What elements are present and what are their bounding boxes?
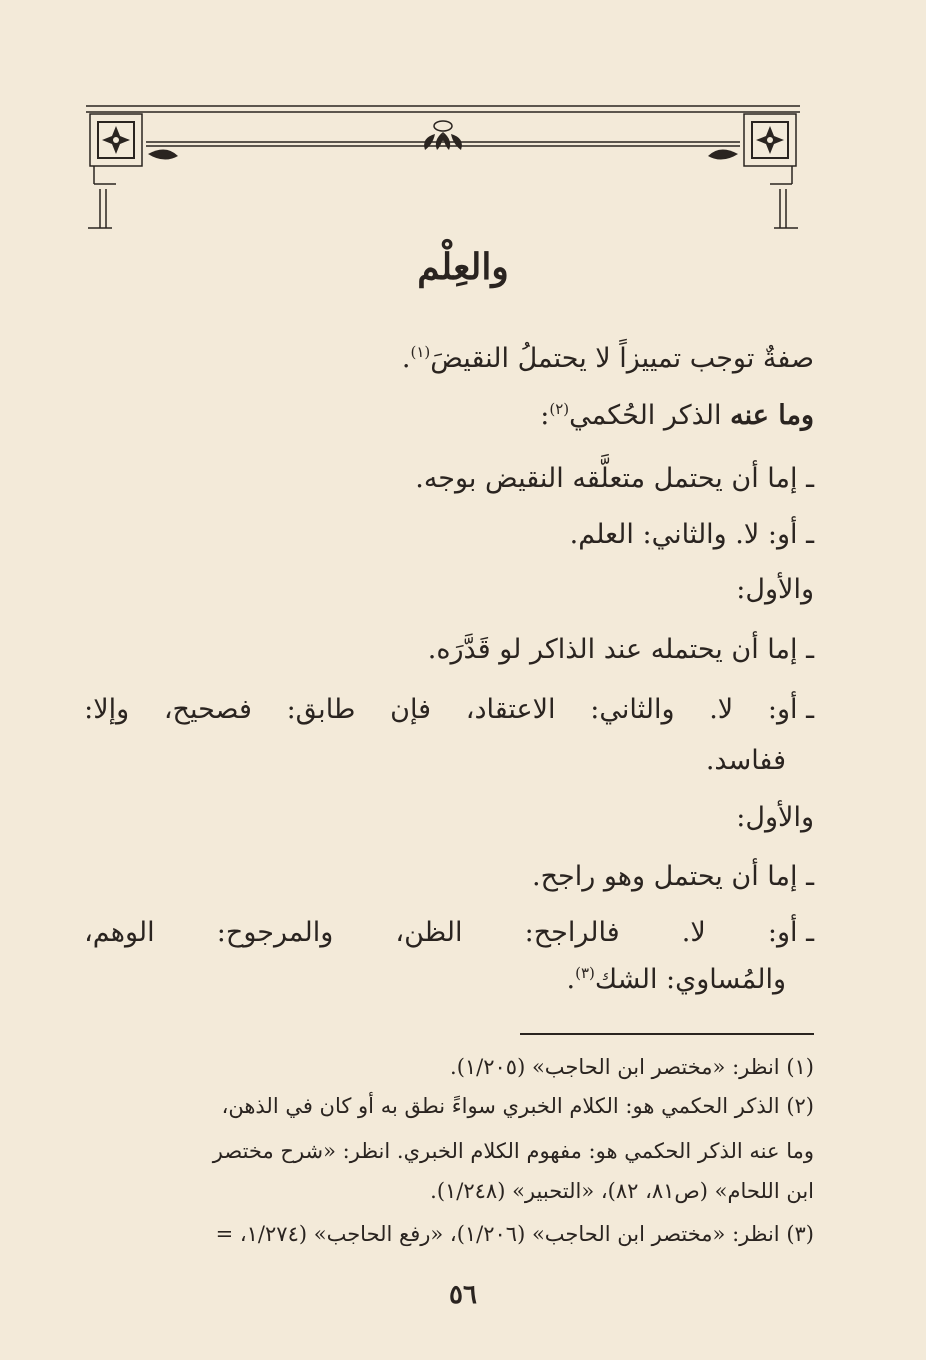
footnote-2-line-3: ابن اللحام» (ص٨١، ٨٢)، «التحبير» (١/٢٤٨).	[430, 1179, 814, 1203]
body-line-12-end: .	[566, 964, 576, 995]
word: فالراجح:	[524, 917, 620, 948]
footnote-3: (٣) انظر: «مختصر ابن الحاجب» (١/٢٠٦)، «رفع الحاجب» (١/٢٧٤، =	[215, 1222, 814, 1246]
body-line-9: والأول:	[736, 802, 814, 833]
body-line-4: ـ أو: لا. والثاني: العلم.	[569, 519, 814, 550]
footnote-ref-3: (٣)	[575, 964, 595, 982]
footnote-ref-2: (٢)	[549, 400, 570, 418]
body-line-6: ـ إما أن يحتمله عند الذاكر لو قَدَّرَه.	[427, 634, 814, 665]
word: والثاني:	[590, 694, 675, 725]
word: وإلا:	[84, 694, 130, 725]
body-line-8: ففاسد.	[705, 745, 786, 776]
word: طابق:	[286, 694, 356, 725]
section-heading: والعِلْم	[417, 246, 509, 288]
word: الظن،	[395, 917, 463, 948]
definition-line	[402, 343, 814, 375]
subheading-end: :	[540, 400, 550, 431]
footnote-ref-1: (١)	[410, 343, 431, 361]
footnote-1: (١) انظر: «مختصر ابن الحاجب» (١/٢٠٥).	[450, 1055, 814, 1079]
footnote-2-line-1: (٢) الذكر الحكمي هو: الكلام الخبري سواءً نطق به أو كان في الذهن،	[221, 1094, 814, 1118]
subheading-line	[540, 400, 814, 432]
word: فإن	[390, 694, 432, 725]
body-line-12-text: والمُساوي: الشك	[594, 964, 786, 995]
word: لا.	[681, 917, 706, 948]
ornamental-header-frame	[86, 104, 800, 230]
body-line-3: ـ إما أن يحتمل متعلَّقه النقيض بوجه.	[415, 463, 814, 494]
word: الوهم،	[84, 917, 155, 948]
word: ـ أو:	[767, 694, 814, 725]
definition-text: صفةٌ توجب تمييزاً لا يحتملُ النقيضَ	[430, 343, 814, 374]
body-line-10: ـ إما أن يحتمل وهو راجح.	[532, 861, 814, 892]
subheading-text: الذكر الحُكمي	[569, 400, 722, 431]
subheading-bold: وما عنه	[730, 400, 814, 431]
body-line-7	[84, 694, 814, 725]
word: لا.	[709, 694, 734, 725]
footnote-separator	[520, 1033, 814, 1035]
word: ـ أو:	[767, 917, 814, 948]
word: والمرجوح:	[216, 917, 334, 948]
page-number: ٥٦	[449, 1280, 477, 1310]
body-line-12	[567, 964, 786, 996]
footnote-2-line-2: وما عنه الذكر الحكمي هو: مفهوم الكلام الخبري. انظر: «شرح مختصر	[212, 1139, 814, 1163]
body-line-5: والأول:	[736, 574, 814, 605]
body-line-11	[84, 917, 814, 948]
definition-end: .	[401, 343, 411, 374]
word: فصحيح،	[163, 694, 252, 725]
word: الاعتقاد،	[465, 694, 556, 725]
